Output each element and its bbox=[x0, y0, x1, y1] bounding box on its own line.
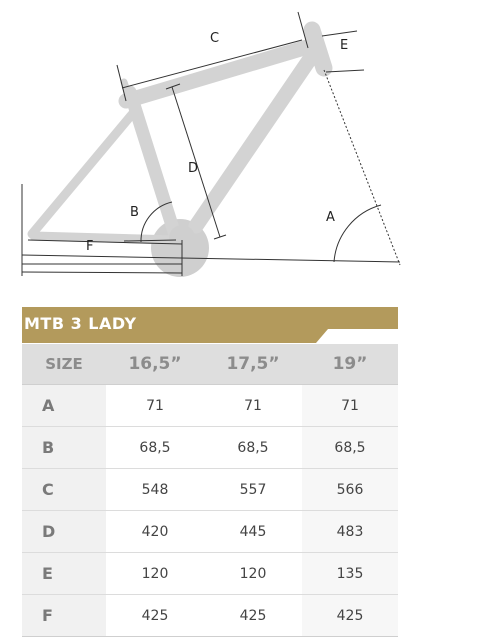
table-row bbox=[22, 385, 398, 427]
table-cell: 445 bbox=[204, 511, 302, 553]
label-c: C bbox=[210, 31, 220, 46]
table-cell: 120 bbox=[204, 553, 302, 595]
table-cell: 71 bbox=[204, 385, 302, 427]
label-d: D bbox=[188, 161, 199, 176]
table-cell: 68,5 bbox=[204, 427, 302, 469]
frame-geometry-diagram bbox=[0, 0, 500, 295]
row-label: C bbox=[22, 469, 106, 511]
table-cell: 425 bbox=[302, 595, 398, 637]
table-cell: 557 bbox=[204, 469, 302, 511]
table-cell: 135 bbox=[302, 553, 398, 595]
row-label: B bbox=[22, 427, 106, 469]
size-column-header: 17,5” bbox=[204, 344, 302, 385]
table-cell: 68,5 bbox=[106, 427, 204, 469]
table-row bbox=[22, 553, 398, 595]
label-a: A bbox=[326, 210, 335, 225]
label-e: E bbox=[340, 38, 349, 53]
table-row bbox=[22, 595, 398, 637]
label-f: F bbox=[86, 239, 94, 254]
table-cell: 71 bbox=[302, 385, 398, 427]
table-cell: 68,5 bbox=[302, 427, 398, 469]
geometry-table bbox=[22, 344, 398, 637]
table-row bbox=[22, 511, 398, 553]
row-label: A bbox=[22, 385, 106, 427]
table-cell: 120 bbox=[106, 553, 204, 595]
table-cell: 548 bbox=[106, 469, 204, 511]
table-cell: 425 bbox=[106, 595, 204, 637]
size-column-header: 16,5” bbox=[106, 344, 204, 385]
table-cell: 566 bbox=[302, 469, 398, 511]
row-label: F bbox=[22, 595, 106, 637]
table-cell: 71 bbox=[106, 385, 204, 427]
row-label: D bbox=[22, 511, 106, 553]
table-title: MTB 3 LADY bbox=[24, 314, 137, 333]
table-row bbox=[22, 427, 398, 469]
bike-frame bbox=[32, 30, 324, 240]
table-cell: 425 bbox=[204, 595, 302, 637]
size-column-header: 19” bbox=[302, 344, 398, 385]
seat-stay bbox=[32, 112, 134, 234]
row-label: E bbox=[22, 553, 106, 595]
label-b: B bbox=[130, 205, 139, 220]
table-cell: 483 bbox=[302, 511, 398, 553]
size-header: SIZE bbox=[22, 344, 106, 385]
table-cell: 420 bbox=[106, 511, 204, 553]
chain-stay bbox=[34, 236, 178, 240]
table-row bbox=[22, 469, 398, 511]
table-header-row bbox=[22, 344, 398, 385]
